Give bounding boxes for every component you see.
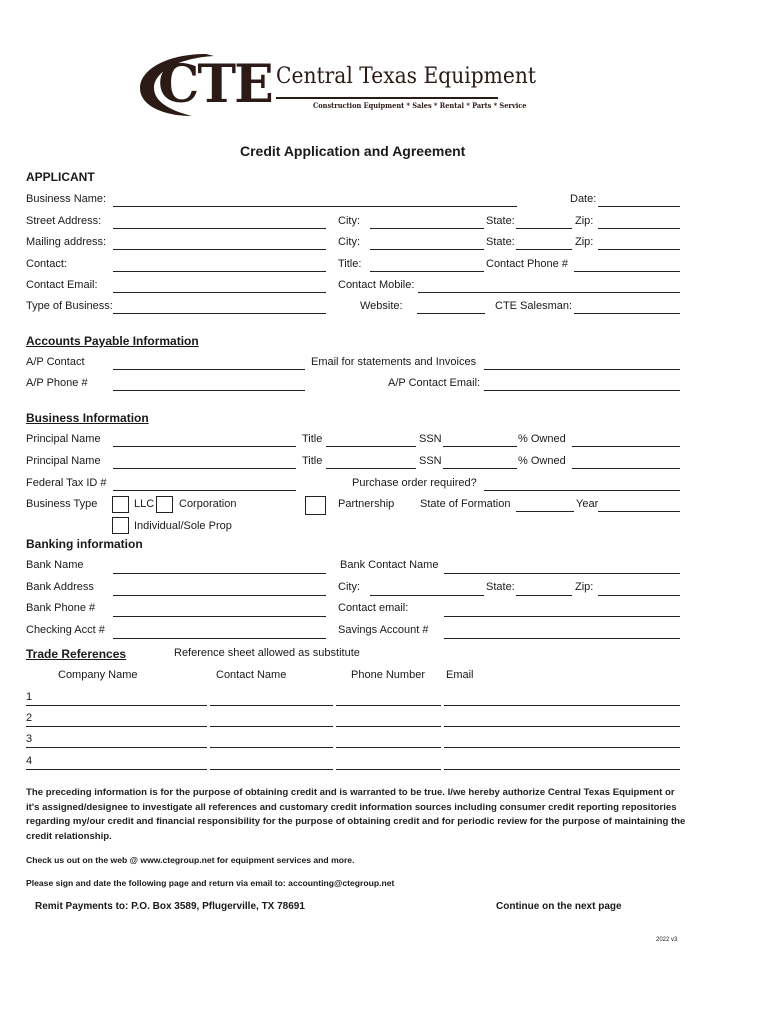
field-business-name[interactable] xyxy=(113,206,517,207)
field-bank-contact-email[interactable] xyxy=(444,616,680,617)
label-bank-zip: Zip: xyxy=(575,581,594,593)
disclaimer-paragraph: The preceding information is for the purpose of obtaining credit and is warranted to be true. I/we hereby authorize Central Texas Equipment or it's assigned/designee to investigate all references and customary credit information sources including consumer credit reporting repositories regarding my/our credit and financial responsibility for the purpose of obtaining credit and for periodic review for the purpose of maintaining the credit relationship. xyxy=(26,787,686,842)
col-email: Email xyxy=(446,669,474,681)
field-state[interactable] xyxy=(516,228,572,229)
field-bank-address[interactable] xyxy=(113,595,326,596)
label-business-type: Business Type xyxy=(26,498,98,510)
label-email-statements: Email for statements and Invoices xyxy=(311,356,477,368)
label-bank-contact-email: Contact email: xyxy=(338,602,409,614)
label-ap-contact-email: A/P Contact Email: xyxy=(388,377,481,389)
field-zip[interactable] xyxy=(598,228,680,229)
label-bank-state: State: xyxy=(486,581,515,593)
field-mailing-city[interactable] xyxy=(370,249,484,250)
label-owned-1: % Owned xyxy=(518,433,566,445)
checkbox-sole-prop[interactable] xyxy=(112,517,129,534)
field-mailing-zip[interactable] xyxy=(598,249,680,250)
applicant-heading: APPLICANT xyxy=(26,170,95,184)
label-ssn-1: SSN xyxy=(419,433,442,445)
field-city[interactable] xyxy=(370,228,484,229)
label-principal-name-2: Principal Name xyxy=(26,455,101,467)
website-notice: Check us out on the web @ www.ctegroup.net for equipment services and more. xyxy=(26,855,355,865)
field-ref-email-1[interactable] xyxy=(444,705,680,706)
version-label: 2022 v3 xyxy=(656,937,678,943)
checkbox-partnership[interactable] xyxy=(305,496,326,515)
business-heading: Business Information xyxy=(26,411,149,425)
company-name: Central Texas Equipment xyxy=(276,64,537,89)
label-contact-phone: Contact Phone # xyxy=(486,258,568,270)
label-date: Date: xyxy=(570,193,597,205)
field-ref-email-2[interactable] xyxy=(444,726,680,727)
label-po-required: Purchase order required? xyxy=(352,477,477,489)
label-ssn-2: SSN xyxy=(419,455,442,467)
label-principal-title-1: Title xyxy=(302,433,323,445)
label-owned-2: % Owned xyxy=(518,455,566,467)
col-contact-name: Contact Name xyxy=(216,669,287,681)
label-contact-mobile: Contact Mobile: xyxy=(338,279,415,291)
field-bank-zip[interactable] xyxy=(598,595,680,596)
field-mailing-address[interactable] xyxy=(113,249,326,250)
label-mailing-zip: Zip: xyxy=(575,236,594,248)
field-state-formation[interactable] xyxy=(516,511,574,512)
label-mailing-city: City: xyxy=(338,236,360,248)
field-ref-contact-3[interactable] xyxy=(210,747,333,748)
field-type-of-business[interactable] xyxy=(113,313,326,314)
field-bank-phone[interactable] xyxy=(113,616,326,617)
label-llc: LLC xyxy=(134,498,155,510)
label-year: Year xyxy=(576,498,599,510)
label-savings: Savings Account # xyxy=(338,624,429,636)
field-bank-name[interactable] xyxy=(113,573,326,574)
label-ap-contact: A/P Contact xyxy=(26,356,85,368)
field-ref-contact-1[interactable] xyxy=(210,705,333,706)
field-federal-tax[interactable] xyxy=(113,490,296,491)
label-sole-prop: Individual/Sole Prop xyxy=(134,520,232,532)
col-phone-number: Phone Number xyxy=(351,669,425,681)
field-title[interactable] xyxy=(370,271,484,272)
field-checking[interactable] xyxy=(113,638,326,639)
label-business-name: Business Name: xyxy=(26,193,107,205)
field-contact-email[interactable] xyxy=(113,292,326,293)
label-principal-title-2: Title xyxy=(302,455,323,467)
field-principal-name-2[interactable] xyxy=(113,468,296,469)
label-city: City: xyxy=(338,215,360,227)
row-number: 3 xyxy=(26,733,33,745)
logo-mark: CTE xyxy=(158,54,272,115)
label-bank-name: Bank Name xyxy=(26,559,84,571)
label-bank-address: Bank Address xyxy=(26,581,94,593)
label-ap-phone: A/P Phone # xyxy=(26,377,88,389)
field-date[interactable] xyxy=(598,206,680,207)
field-ap-contact-email[interactable] xyxy=(484,390,680,391)
field-ap-phone[interactable] xyxy=(113,390,305,391)
field-street-address[interactable] xyxy=(113,228,326,229)
ap-heading: Accounts Payable Information xyxy=(26,334,199,348)
field-ref-company-3[interactable] xyxy=(26,747,207,748)
field-website[interactable] xyxy=(417,313,485,314)
banking-heading: Banking information xyxy=(26,537,143,551)
checkbox-corporation[interactable] xyxy=(156,496,173,513)
field-principal-title-2[interactable] xyxy=(326,468,416,469)
row-number: 2 xyxy=(26,712,33,724)
field-mailing-state[interactable] xyxy=(516,249,572,250)
checkbox-llc[interactable] xyxy=(112,496,129,513)
label-title: Title: xyxy=(338,258,362,270)
label-corporation: Corporation xyxy=(179,498,237,510)
field-bank-contact[interactable] xyxy=(444,573,680,574)
field-ssn-2[interactable] xyxy=(443,468,517,469)
field-cte-salesman[interactable] xyxy=(574,313,680,314)
label-street-address: Street Address: xyxy=(26,215,102,227)
field-ref-company-1[interactable] xyxy=(26,705,207,706)
col-company-name: Company Name xyxy=(58,669,138,681)
field-ssn-1[interactable] xyxy=(443,446,517,447)
label-zip: Zip: xyxy=(575,215,594,227)
field-bank-city[interactable] xyxy=(370,595,484,596)
company-tagline: Construction Equipment * Sales * Rental * Parts * Service xyxy=(313,101,527,110)
field-contact-phone[interactable] xyxy=(574,271,680,272)
label-bank-contact: Bank Contact Name xyxy=(340,559,439,571)
field-year[interactable] xyxy=(598,511,680,512)
field-ref-email-3[interactable] xyxy=(444,747,680,748)
trade-heading: Trade References xyxy=(26,647,127,661)
field-ref-company-2[interactable] xyxy=(26,726,207,727)
field-savings[interactable] xyxy=(444,638,680,639)
label-federal-tax: Federal Tax ID # xyxy=(26,477,107,489)
field-bank-state[interactable] xyxy=(516,595,572,596)
field-owned-1[interactable] xyxy=(572,446,680,447)
label-principal-name-1: Principal Name xyxy=(26,433,101,445)
label-state-formation: State of Formation xyxy=(420,498,511,510)
field-email-statements[interactable] xyxy=(484,369,680,370)
field-ref-phone-4[interactable] xyxy=(336,769,441,770)
label-partnership: Partnership xyxy=(338,498,395,510)
field-ref-company-4[interactable] xyxy=(26,769,207,770)
row-number: 1 xyxy=(26,691,33,703)
field-ap-contact[interactable] xyxy=(113,369,305,370)
field-ref-email-4[interactable] xyxy=(444,769,680,770)
label-bank-city: City: xyxy=(338,581,360,593)
label-mailing-address: Mailing address: xyxy=(26,236,107,248)
field-ref-phone-1[interactable] xyxy=(336,705,441,706)
label-mailing-state: State: xyxy=(486,236,515,248)
field-principal-name-1[interactable] xyxy=(113,446,296,447)
row-number: 4 xyxy=(26,755,33,767)
field-contact[interactable] xyxy=(113,271,326,272)
sign-instructions: Please sign and date the following page and return via email to: accounting@ctegroup.net xyxy=(26,878,395,888)
remit-address: Remit Payments to: P.O. Box 3589, Pflugerville, TX 78691 xyxy=(35,901,305,912)
company-logo xyxy=(136,48,537,118)
field-ref-phone-2[interactable] xyxy=(336,726,441,727)
field-contact-mobile[interactable] xyxy=(418,292,680,293)
document-title: Credit Application and Agreement xyxy=(240,143,466,159)
label-cte-salesman: CTE Salesman: xyxy=(495,300,573,312)
field-principal-title-1[interactable] xyxy=(326,446,416,447)
continue-note: Continue on the next page xyxy=(496,901,622,912)
field-ref-contact-2[interactable] xyxy=(210,726,333,727)
field-ref-contact-4[interactable] xyxy=(210,769,333,770)
label-type-of-business: Type of Business: xyxy=(26,300,113,312)
field-ref-phone-3[interactable] xyxy=(336,747,441,748)
label-bank-phone: Bank Phone # xyxy=(26,602,96,614)
label-website: Website: xyxy=(360,300,403,312)
trade-note: Reference sheet allowed as substitute xyxy=(174,647,360,659)
label-contact: Contact: xyxy=(26,258,67,270)
label-checking: Checking Acct # xyxy=(26,624,105,636)
field-po-required[interactable] xyxy=(484,490,680,491)
field-owned-2[interactable] xyxy=(572,468,680,469)
label-contact-email: Contact Email: xyxy=(26,279,98,291)
label-state: State: xyxy=(486,215,515,227)
